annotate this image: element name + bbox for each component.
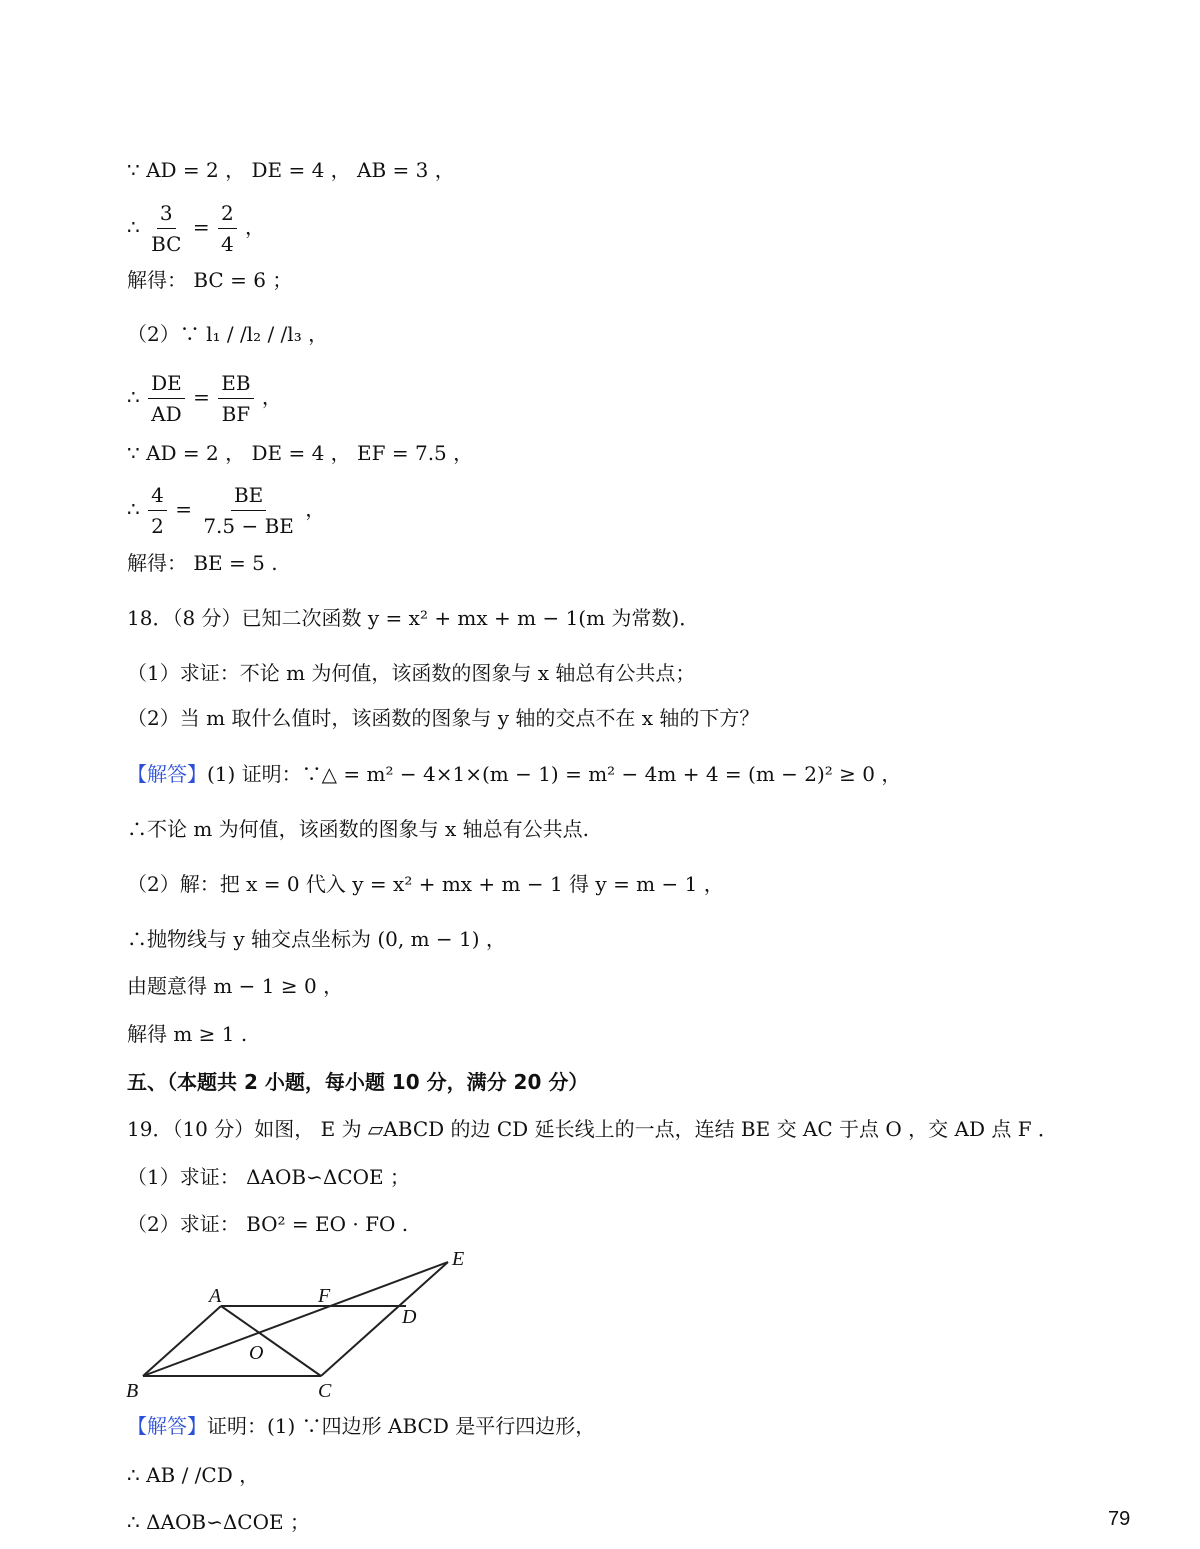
answer-18-line-2: ∴不论 m 为何值，该函数的图象与 x 轴总有公共点. (127, 817, 590, 841)
label-e: E (452, 1248, 465, 1270)
fraction: $\frac{3}{BC}$ (151, 201, 182, 256)
fraction: $\frac{DE}{AD}$ (148, 370, 185, 427)
page-number: 79 (1108, 1508, 1131, 1530)
question-18-part-2: （2）当 m 取什么值时，该函数的图象与 y 轴的交点不在 x 轴的下方？ (127, 706, 760, 730)
line-proportion-2: ∴ $\frac{DE}{AD}$ = $\frac{EB}{BF}$ ， (127, 371, 282, 426)
label-d: D (402, 1306, 417, 1328)
answer-18-line-5: 由题意得 m − 1 ≥ 0 ， (127, 974, 344, 998)
parallelogram-figure (118, 1245, 478, 1405)
line-given-2: ∵ AD = 2 ， DE = 4 ， EF = 7.5 ， (127, 441, 474, 465)
answer-19-line-2: ∴ AB / /CD ， (127, 1463, 260, 1487)
answer-18-line-1: 【解答】(1) 证明：∵△ = m² − 4×1×(m − 1) = m² − 4m + 4 = (m − 2)² ≥ 0 ， (127, 762, 902, 786)
segment-ce (321, 1262, 448, 1376)
question-18-part-1: （1）求证：不论 m 为何值，该函数的图象与 x 轴总有公共点； (127, 661, 696, 685)
question-19: 19．（10 分）如图， E 为 ▱ABCD 的边 CD 延长线上的一点，连结 BE 交 AC 于点 O ，交 AD 点 F ． (127, 1117, 1058, 1141)
label-o: O (249, 1342, 264, 1364)
line-proportion-3: ∴ $\frac{4}{2}$ = $\frac{BE}{7.5 - BE}$ ， (127, 483, 326, 538)
answer-19-line-3: ∴ ΔAOB∽ΔCOE ； (127, 1510, 310, 1534)
line-proportion-1: ∴ $\frac{3}{BC}$ = $\frac{2}{4}$ ， (127, 201, 266, 256)
fraction: $\frac{2}{4}$ (218, 200, 237, 257)
question-19-part-2: （2）求证： BO² = EO · FO . (127, 1212, 409, 1236)
section-5-heading: 五、（本题共 2 小题，每小题 10 分，满分 20 分） (127, 1070, 589, 1094)
question-18: 18．（8 分）已知二次函数 y = x² + mx + m − 1(m 为常数)． (127, 606, 700, 630)
label-c: C (318, 1380, 332, 1402)
fraction: $\frac{4}{2}$ (148, 482, 167, 539)
answer-18-line-3: （2）解：把 x = 0 代入 y = x² + mx + m − 1 得 y = m − 1 ， (127, 872, 724, 896)
question-19-part-1: （1）求证： ΔAOB∽ΔCOE ； (127, 1165, 410, 1189)
segment-ab (143, 1306, 221, 1376)
answer-18-line-4: ∴抛物线与 y 轴交点坐标为 (0, m − 1) ， (127, 927, 506, 951)
fraction: $\frac{EB}{BF}$ (218, 370, 253, 427)
therefore-sign: ∴ (127, 215, 140, 239)
line-solve-bc: 解得： BC = 6 ； (127, 268, 293, 292)
label-f: F (318, 1285, 331, 1307)
answer-tag: 【解答】 (127, 762, 207, 786)
line-given-1: ∵ AD = 2 ， DE = 4 ， AB = 3 ， (127, 158, 455, 182)
answer-19-line-1: 【解答】证明：(1) ∵四边形 ABCD 是平行四边形， (127, 1414, 596, 1438)
line-solve-be: 解得： BE = 5 . (127, 551, 278, 575)
line-part-2-given: （2）∵ l₁ / /l₂ / /l₃ ， (127, 322, 329, 346)
therefore-sign: ∴ (127, 385, 140, 409)
therefore-sign: ∴ (127, 497, 140, 521)
answer-tag: 【解答】 (127, 1414, 207, 1438)
label-a: A (209, 1285, 222, 1307)
fraction: $\frac{BE}{7.5 - BE}$ (203, 483, 294, 538)
answer-18-line-6: 解得 m ≥ 1 . (127, 1022, 248, 1046)
label-b: B (126, 1380, 139, 1402)
